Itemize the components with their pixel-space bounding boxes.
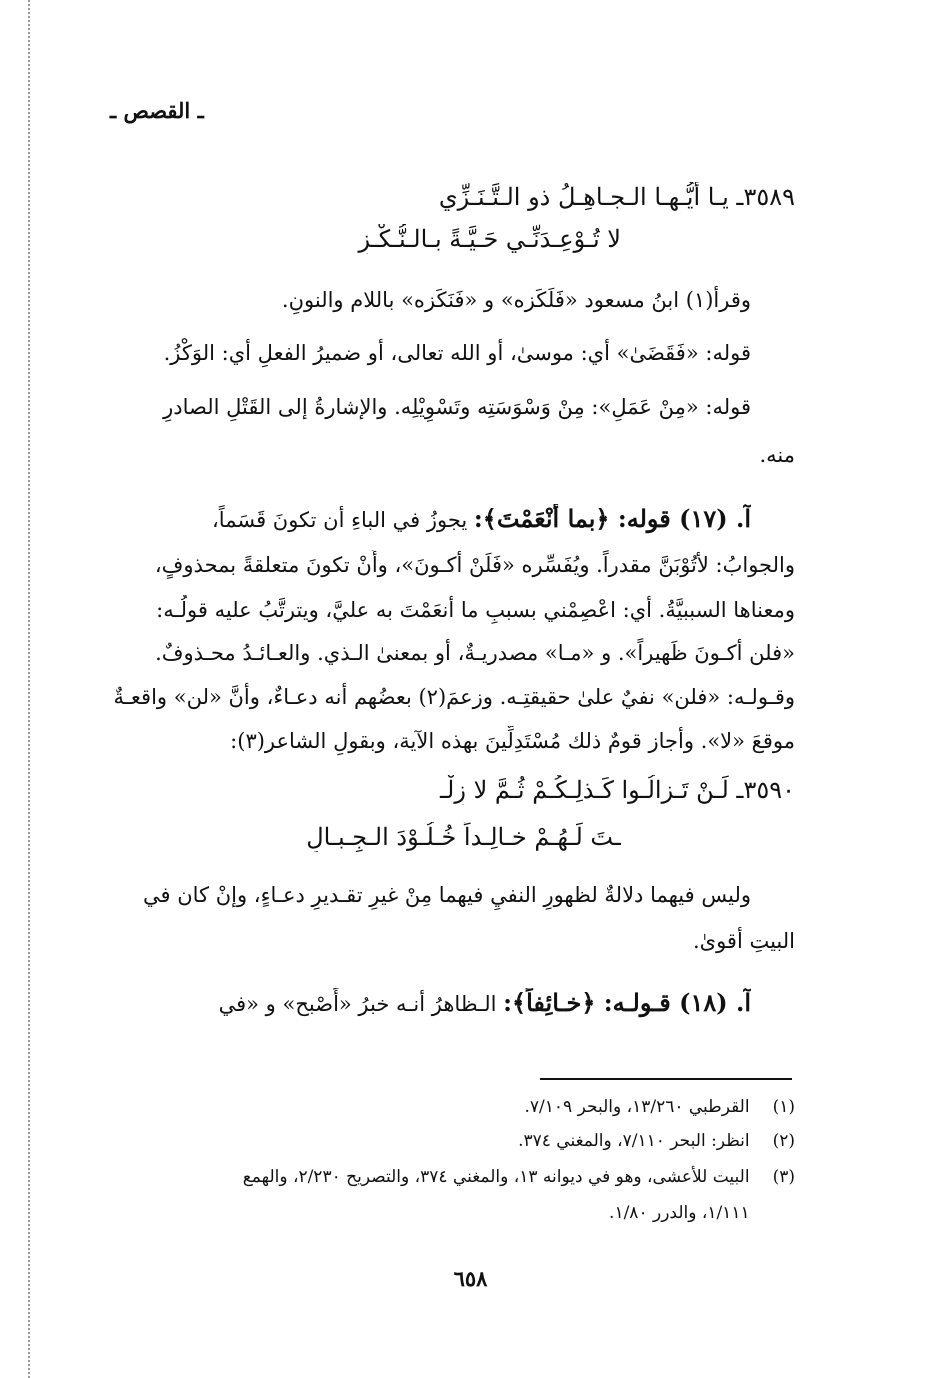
footnote-2-number: (٢)	[772, 1131, 795, 1151]
verse-3589-line-2: لا تُـوْعِـدَنِّـي حَـيَّـةً بـالـنُّـكْـزِ	[358, 225, 621, 253]
footnote-2	[110, 1128, 795, 1154]
footnote-3-number: (٣)	[772, 1167, 795, 1187]
footnote-3-continued-text: ١/١١١، والدرر ١/٨٠.	[609, 1203, 750, 1223]
after-verse-line-1: وليس فيهما دلالةٌ لظهورِ النفيِ فيهما مِنْ غيرِ تقـديرِ دعـاءٍ، وإنْ كان في	[143, 883, 751, 907]
section-17-line-2: والجوابُ: لأتُوْبَنَّ مقدراً. ويُفَسِّره «فَلَنْ أكـونَ»، وأَنْ تكونَ متعلقةً بمحذوفٍ،	[154, 553, 795, 577]
footnote-1	[110, 1094, 795, 1120]
verse-3590-line-1: ٣٥٩٠ـ لَـنْ تَـزالُـوا كَـذلِـكُـمْ ثُـمَّ لا زِلْـ	[440, 776, 795, 804]
footnote-separator	[540, 1078, 792, 1080]
section-17-first-line	[110, 504, 751, 535]
page-number: ٦٥٨	[453, 1266, 488, 1291]
body-line-3: قوله: «مِنْ عَمَلِ»: مِنْ وَسْوَسَتِه وتَسْوِيْلِه. والإشارةُ إلى القَتْلِ الصادرِ	[163, 395, 751, 419]
body-line-1: وقرأ(١) ابنُ مسعود «فَلَكَزه» و «فَنَكَزه» باللام والنونِ.	[281, 288, 751, 312]
footnote-3	[110, 1164, 795, 1190]
section-18-text: الـظاهرُ أنـه خبرُ «أَصْبح» و «في	[218, 992, 497, 1016]
footnote-3-text: البيت للأعشى، وهو في ديوانه ١٣، والمغني ٣٧٤، والتصريح ٢/٢٣٠، والهمع	[242, 1167, 750, 1187]
section-17-line-1: يجوزُ في الباءِ أن تكونَ قَسَماً،	[212, 508, 468, 532]
footnote-1-text: القرطبي ١٣/٢٦٠، والبحر ٧/١٠٩.	[524, 1097, 750, 1117]
section-18-lead: آ. (١٨) قـولـه: ﴿خـائِفاً﴾:	[503, 988, 751, 1017]
footnote-3-continued	[110, 1200, 795, 1226]
section-17-line-4: «فلن أكـونَ ظَهيراً». و «مـا» مصدريـةٌ، أو بمعنىٰ الـذي. والعـائـدُ محـذوفٌ.	[155, 641, 795, 665]
body-line-4: منه.	[759, 443, 795, 467]
page-edge-dotted-line	[28, 0, 30, 1378]
verse-3590-line-2: ـتَ لَـهُـمْ خـالِـداً خُـلُـوْدَ الـجِـبـالِ	[306, 823, 621, 851]
body-line-2: قوله: «فَقَضَىٰ» أي: موسىٰ، أو الله تعالى، أو ضميرُ الفعلِ أي: الوَكْزُ.	[163, 341, 751, 365]
section-17-line-5: وقـولـه: «فلن» نفيٌ علىٰ حقيقتِـه. وزعمَ(٢) بعضُهم أنه دعـاءٌ، وأنَّ «لن» واقعـةٌ	[113, 685, 795, 709]
section-18-line	[110, 988, 751, 1019]
running-header: ـ القصص ـ	[110, 98, 204, 123]
after-verse-line-2: البيتِ أقوىٰ.	[692, 929, 795, 953]
footnote-1-number: (١)	[772, 1097, 795, 1117]
footnote-2-text: انظر: البحر ٧/١١٠، والمغني ٣٧٤.	[518, 1131, 750, 1151]
section-17-lead: آ. (١٧) قوله: ﴿بما أنْعَمْتَ﴾:	[473, 504, 751, 533]
section-17-line-3: ومعناها السببيَّةُ. أي: اعْصِمْني بسببِ ما أنعَمْتَ به عليَّ، ويترتَّبُ عليه قولُـه:	[156, 598, 795, 622]
section-17-line-6: موقعَ «لا». وأجاز قومٌ ذلك مُسْتَدِلِّينَ بهذه الآية، وبقولِ الشاعر(٣):	[230, 729, 795, 753]
verse-3589-line-1: ٣٥٨٩ـ يـا أَيُّـهـا الـجـاهِـلُ ذو الـتَّـنَـزِّي	[438, 183, 795, 211]
